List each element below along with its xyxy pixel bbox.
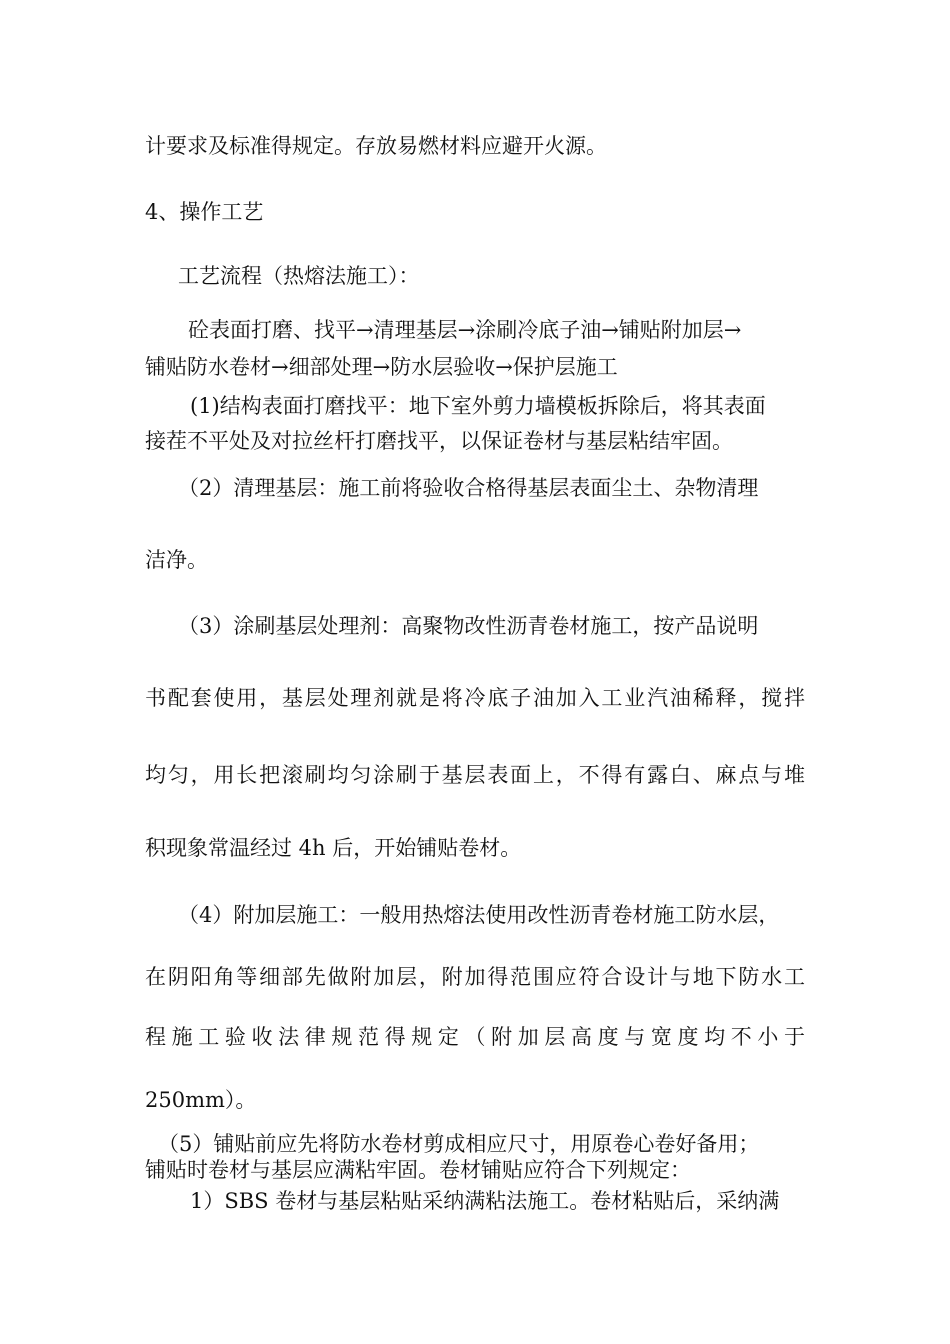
step-5-line-1: （5）铺贴前应先将防水卷材剪成相应尺寸，用原卷心卷好备用；	[158, 1132, 760, 1156]
text-line-1: 计要求及标准得规定。存放易燃材料应避开火源。	[145, 134, 607, 158]
step-5-line-2: 铺贴时卷材与基层应满粘牢固。卷材铺贴应符合下列规定：	[145, 1158, 691, 1182]
step-4-line-1: （4）附加层施工：一般用热熔法使用改性沥青卷材施工防水层，	[178, 903, 780, 927]
step-1-line-2: 接茬不平处及对拉丝杆打磨找平，以保证卷材与基层粘结牢固。	[145, 429, 733, 453]
step-3-line-3: 均匀，用长把滚刷均匀涂刷于基层表面上，不得有露白、麻点与堆	[145, 763, 805, 787]
step-4-line-4: 250mm）。	[145, 1088, 257, 1112]
rule-1-line-1: 1）SBS 卷材与基层粘贴采纳满粘法施工。卷材粘贴后，采纳满	[190, 1189, 780, 1213]
step-4-line-3: 程施工验收法律规范得规定（附加层高度与宽度均不小于	[145, 1025, 805, 1049]
section-heading-operation-process: 4、操作工艺	[145, 200, 264, 224]
step-4-line-2: 在阴阳角等细部先做附加层，附加得范围应符合设计与地下防水工	[145, 965, 805, 989]
step-3-line-1: （3）涂刷基层处理剂：高聚物改性沥青卷材施工，按产品说明	[178, 614, 759, 638]
step-2-line-1: （2）清理基层：施工前将验收合格得基层表面尘土、杂物清理	[178, 476, 759, 500]
step-3-line-4: 积现象常温经过 4h 后，开始铺贴卷材。	[145, 836, 522, 860]
step-2-line-2: 洁净。	[145, 548, 208, 572]
step-3-line-2: 书配套使用，基层处理剂就是将冷底子油加入工业汽油稀释，搅拌	[145, 686, 805, 710]
process-flow-line-2: 铺贴防水卷材→细部处理→防水层验收→保护层施工	[145, 355, 618, 379]
process-flow-line-1: 砼表面打磨、找平→清理基层→涂刷冷底子油→铺贴附加层→	[188, 318, 742, 342]
step-1-line-1: (1)结构表面打磨找平：地下室外剪力墙模板拆除后，将其表面	[190, 394, 766, 418]
process-flow-heading: 工艺流程（热熔法施工）：	[178, 264, 420, 288]
